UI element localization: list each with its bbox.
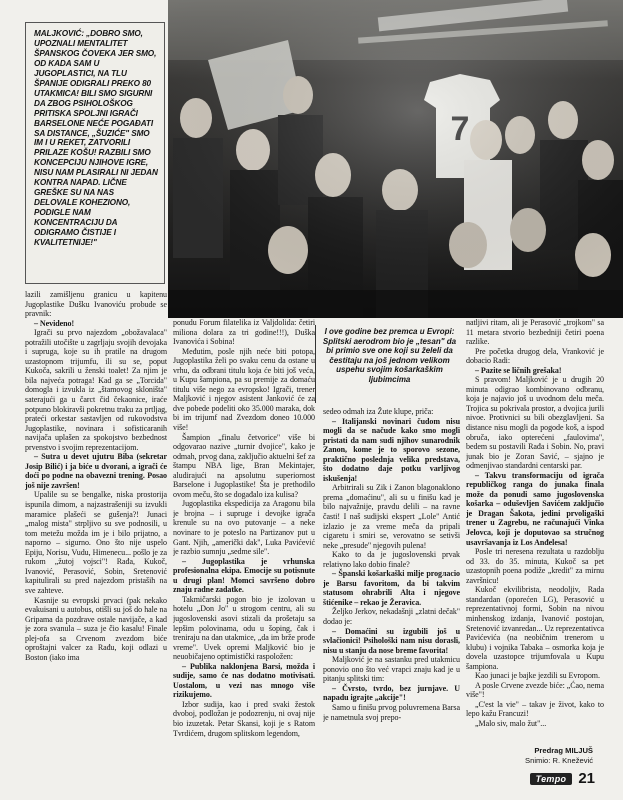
article-paragraph: Jugoplastika ekspedicija za Aragonu bila je brojna – i supruge i devojke igrača krenule su na ovo putovanje – a neke novinare to je poteslo na Partizanov put u Gant. Njih, „američki dak", Luka Pavićević je razbio sumnju „sedme sile".	[173, 499, 315, 557]
article-paragraph: Kukoč ekvilibrista, neodoljiv, Rada standardan (oporećen LG), Perasović u reprezentativnoj formi, Sobin na nivou minhenskog izdanja, Ivanović postojan, Sretenović izvanredan... Uz reprezentativca Pavićevića (na neobičnim trenerom u klubu) i vojnika Tabaka – osmorka koja je dovela uzastopce trijumfovala u Kupu šampiona.	[466, 585, 604, 671]
photo-credit: Snimio: R. Knežević	[525, 755, 593, 765]
article-paragraph: Željko Jerkov, nekadašnji „zlatni dečak" dodao je:	[323, 607, 460, 627]
article-column-2	[173, 318, 315, 773]
article-paragraph: Izbor sudija, kao i pred svaki žestok dvoboj, podložan je podozrenju, ni ovaj nije bio izuzetak. Petar Skansi, koji je s Ratom Tvrdićem, drugom splitskom legendom,	[173, 699, 315, 738]
article-paragraph: Samo u finišu prvog poluvremena Barsa je nametnula svoj prepo-	[323, 702, 460, 722]
article-paragraph: lazili zamišljenu granicu u kapitenu Jugoplastike Dušku Ivanoviću probude se pravnik:	[25, 290, 167, 319]
article-column-4	[466, 318, 604, 738]
article-paragraph: – Sutra u devet ujutru Biba (sekretar Josip Bilić) i ja biće u dvorani, a igrači će doći po podne na obavezni trening. Posao još nije završen!	[25, 452, 167, 490]
article-paragraph: – Takvu transformaciju od igrača republičkog ranga do junaka finala može da ponudi samo jugoslovenska košarka – oduševljen Savićem zaključio je Dragan Šakota, jedini prvoligaški trener u Zagrebu, ne računajući Vinka Jelovca, koji je doputovao sa stručnog usavršavanja iz Los Anđelesa!	[466, 470, 604, 547]
author-name: Predrag MILJUŠ	[534, 746, 593, 755]
article-column-1	[25, 290, 167, 770]
article-column-3	[323, 407, 460, 772]
article-paragraph: Arbitrirali su Zik i Zanon blagonaklono prema „domaćinu", ali su u finišu kad je bilo najvažnije, pravdu delili – na ravne časti! I naš sudijski ekspert „Lole" Antić izlazio je za vreme meča da pripali cigaretu i smiri se, verovatno se setivši neke „presude" njegovih pulena!	[323, 483, 460, 550]
article-paragraph: – Španski košarkaški milje progласio je Barsu favoritom, da bi takvim statusom ohrabrili Alta i njegove štićenike – rekao je Žeravica.	[323, 569, 460, 607]
article-paragraph: Posle tri neresena rezultata u razdoblju od 33. do 35. minuta, Kukoč sa pet uzastopnih poena podiže „kredit" za mirnu završnicu!	[466, 547, 604, 585]
article-paragraph: Međutim, posle njih neće biti potopa, Jugoplastika želi po svaku cenu da ostane u vrhu, da odbrani titulu koja će biti još veća, u Kupu šampiona, pa su premije za domaću titulu više nego za evropsko! Igrači, trener Maljković i njegov asistent Janković će za dve pobede podeliti oko 35.000 maraka, dok bi im trijumf nad Zvezdom doneo 10.000 više!	[173, 346, 315, 433]
article-paragraph: „Malo siv, malo žut"...	[475, 718, 547, 728]
article-paragraph: A posle Crvene zvezde biće: „Ćao, nema više"!	[466, 680, 604, 700]
page-number: 21	[578, 770, 595, 787]
pull-quote-box	[25, 22, 165, 284]
article-paragraph: Pre početka drugog dela, Vranković je dobacio Radi:	[466, 346, 604, 366]
article-paragraph: sedeo odmah iza Žute klupe, priča:	[323, 407, 434, 416]
article-paragraph: – Čvrsto, tvrdo, bez jurnjave. U napadu igrajte „akcije"!	[323, 683, 460, 703]
article-paragraph: S pravom! Maljković je u drugih 20 minuta odigrao kombinovano odbranu, koja je najavio još u uvodnom delu meča. Trojica su pokrivala prostor, a dvojica jurili nivoe. Protivnici su bili obezglavljeni. Sa distance nisu mogli da pogode koš, a ispod obruča, iako opterećeni „faulovima", bedem su postavili Rađa i Sobin. No, pravi junak bio je Zoran Savić, – sjajno je odmenjivao standardni centarski par.	[466, 375, 604, 471]
article-paragraph: – Italijanski novinari čudom nisu mogli da se načude kako smo mogli pristati da nam sudi njihov sunarodnik Zanon, kome je to sporovo sezone, praktično poslednja velika predstava, što dodatno daje potku varljivog iskušenja!	[323, 416, 460, 483]
article-paragraph: – Jugoplastika je vrhunska profesionalna ekipa. Emocije su potisnute u drugi plan! Momci savršeno dobro znaju radne zadatke.	[173, 556, 315, 595]
article-paragraph: – Publika naklonjena Barsi, možda i sudije, samo će nas dodatno motivisati. Uostalom, u vezi nas mnogo više rizikujemo.	[173, 661, 315, 700]
magazine-logo: Tempo	[530, 773, 573, 785]
article-paragraph: natljivi ritam, ali je Perasović „trojkom" sa 11 metara stvorio bezbedniji četiri poena razlike.	[466, 318, 604, 347]
article-paragraph: Kao junaci je bajke jezdili su Evropom.	[475, 671, 600, 681]
article-paragraph: – Nevideno!	[34, 318, 75, 328]
team-celebration-photo	[168, 0, 623, 318]
article-paragraph: ponudu Forum filatelika iz Valjdolida: četiri miliona dolara za tri godine!!!), Duška Ivanovića i Sobina!	[173, 318, 315, 347]
article-paragraph: Kasnije su evropski prvaci (pak nekako evakuisani u autobus, otišli su još do hale na Gripama da pozdrave ostale naviјače, a kad je zora svanula – suza je čio kasalu! Finale plej-ofa sa Crvenom zvezdom biće oproštajni valcer za Rađu, koji odlazi u Boston (iako ima	[25, 595, 167, 662]
article-paragraph: Takmičarski pogon bio je izolovan u hotelu „Don Jo" u strogom centru, ali su jugoslovenski asovi stizali da prošetaju sa lepšim polovinama, odu u šoping, čak i treniraju na dan utakmice, „da im brže prođe vreme". Uvek opremi Maljković bio je neuobičajeno optimistički raspoložen:	[173, 594, 315, 662]
article-paragraph: Šampion „finalu četvorice" više bi odgovarao nazive „turnir dvojice", kako je odmah, prvog dana, zaključio aktuelni šef za štampu NBA lige, Bran Mekintajer, aludirajući na apsolutnu superiornost Barselone i Jugoplastike! Šta je prethodilo ovom meču, što se događalo iza kulisa?	[173, 432, 315, 499]
article-paragraph: – Domaćini su izgubili još u svlačionici! Psihološki nam nisu dorasli, nisu u stanju da nose breme favorita!	[323, 626, 460, 655]
article-paragraph: – Pazite se ličnih grešaka!	[475, 365, 562, 375]
article-paragraph: „C'est la vie" – takav je život, kako to lepo kažu Francuzi!	[466, 699, 604, 719]
photo-caption	[315, 325, 463, 403]
article-paragraph: Igrači su prvo najezdom „obožavalaca" potražili utočište u zagrljaju svojih devojaka i supruga, koje su ih pratile na drugom uzastopnom trijumfu, ili su se, poput Kukoča, sakrili u ženski toalet! Za njim je bila najveća potraga! Kad ga se „Torcida" domogla i izvukla iz „štamovog skloništa" saterajući ga u čarct čid čekaonice, iraće potpuno blokiravši pokretnu traku za prtljag, prateći orkestar sastavljen od rukovodstva Jugoplastike, novinara i sofisticaranih navijača uplašen za spokojstvo bezbednost prvenstvo i svojim reprezentacijom.	[25, 328, 167, 452]
byline	[525, 746, 593, 765]
photo-caption-text: I ove godine bez premca u Evropi: Splitski aerodrom bio je „tesan" da bi primio sve one koji su želeli da čestitaju na još jednom velikom uspehu svojim košarkaškim ljubimcima	[322, 327, 457, 384]
pull-quote-text: MALJKOVIĆ: „DOBRO SMO, UPOZNALI MENTALITET ŠPANSKOG ČOVEKA JER SMO, OD KADA SAM U JUGOPLASTICI, NA TLU ŠPANIJE ODIGRALI PREKO 80 UTAKMICA! BILI SMO SIGURNI DA ZBOG PSIHOLOŠKOG PRITISKA SPOLJNI IGRAČI BARSELONE NEĆE POGAĐATI SA DISTANCE, „ŠUZIĆE" SMO IM I U REKET, ZATVORILI PRILAZE KOŠU! RAZBILI SMO KONCEPCIJU NJIHOVE IGRE, NISU NAM PLASIRALI NI JEDAN KONTRA NAPAD. LIČNE GREŠKE SU NA NAS DELOVALE KOHEZIONO, PODIGLE NAM KONCENTRACIJU DA ODIGRAMO ČISTIJE I KVALITETNIJE!"	[34, 29, 158, 248]
article-paragraph: Kako to da je jugoslovenski prvak relativno lako dobio finale?	[323, 550, 460, 569]
article-paragraph: Upalile su se bengalke, niska prostorija ispunila dimom, a najzastrašeniji su izvukli maramice plašeći se gušenja?! Junaci „malog mista" strpljivo su sve podnosili, u tom metežu možda im je i bilo prijatno, a naporno – sigurno. Ono što nije uspelo Epiju, Norisu, Vudu, Himeneсu... pošlo je za rukom „žutoj vojsci"! Rađa, Kukoč, Ivanović, Perasović, Sobin, Sretenović kapitulirali su pred najezdom pristaših na sve zahteve.	[25, 490, 167, 595]
photo-illustration	[168, 0, 623, 318]
article-paragraph: Maljković je na sastanku pred utakmicu ponovio ono što već vrapci znaju kad je u pitanju splitski tim:	[323, 655, 460, 684]
page-footer	[530, 770, 595, 787]
